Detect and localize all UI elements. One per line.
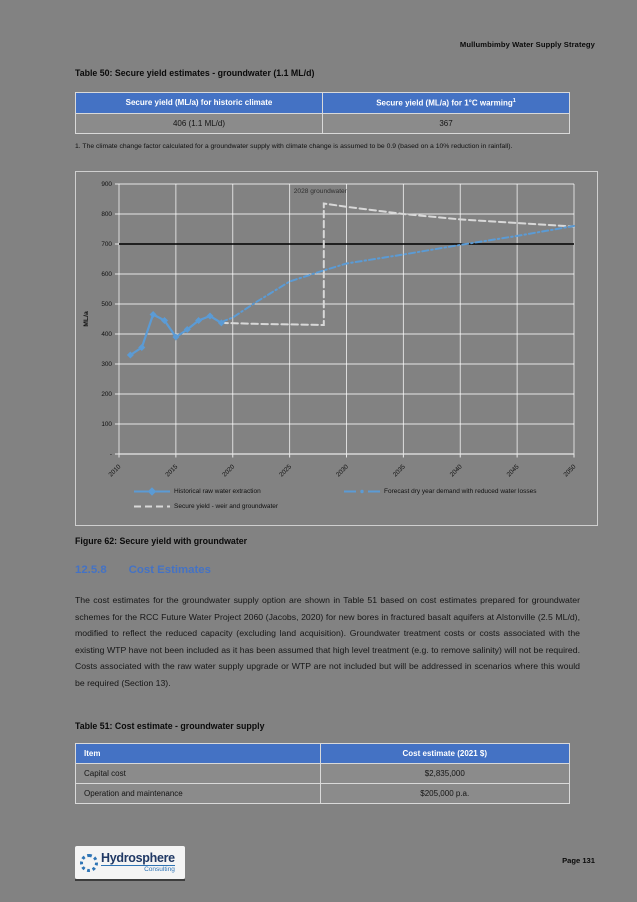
legend-line-dashed-icon bbox=[134, 502, 170, 511]
table-header-row bbox=[76, 93, 570, 114]
table50 bbox=[75, 92, 570, 134]
table-row bbox=[76, 113, 570, 133]
table51-cell-item: Capital cost bbox=[76, 764, 321, 784]
legend-label: Secure yield - weir and groundwater bbox=[174, 503, 279, 510]
svg-text:2025: 2025 bbox=[278, 463, 294, 479]
logo-name: Hydrosphere bbox=[101, 850, 175, 865]
footer-divider bbox=[75, 879, 185, 881]
table51-header-item: Item bbox=[76, 744, 321, 764]
legend-line-dashdot-icon bbox=[344, 487, 380, 496]
legend-label: Forecast dry year demand with reduced water losses bbox=[384, 488, 537, 495]
svg-text:2035: 2035 bbox=[391, 463, 407, 479]
legend-line-solid-icon bbox=[134, 487, 170, 496]
svg-text:2045: 2045 bbox=[505, 463, 521, 479]
svg-text:ML/a: ML/a bbox=[83, 311, 90, 327]
legend-item-forecast-demand bbox=[344, 484, 536, 499]
svg-text:300: 300 bbox=[101, 361, 112, 369]
svg-text:2030: 2030 bbox=[334, 463, 350, 479]
svg-text:700: 700 bbox=[101, 241, 112, 249]
table50-header-warming: Secure yield (ML/a) for 1°C warming$^1$ bbox=[323, 93, 570, 114]
table51-cell-cost: $2,835,000 bbox=[320, 764, 569, 784]
legend-item-secure-yield bbox=[134, 499, 278, 514]
table51-header-cost: Cost estimate (2021 $) bbox=[320, 744, 569, 764]
table50-title: Table 50: Secure yield estimates - groundwater (1.1 ML/d) bbox=[75, 68, 315, 78]
svg-text:400: 400 bbox=[101, 331, 112, 339]
legend-label: Historical raw water extraction bbox=[174, 488, 261, 495]
table50-header-historic: Secure yield (ML/a) for historic climate bbox=[76, 93, 323, 114]
svg-text:2015: 2015 bbox=[164, 463, 180, 479]
section-heading bbox=[75, 564, 211, 576]
svg-text:500: 500 bbox=[101, 301, 112, 309]
svg-text:2010: 2010 bbox=[107, 463, 123, 479]
svg-text:800: 800 bbox=[101, 211, 112, 219]
logo-subtitle: Consulting bbox=[101, 865, 175, 873]
section-title: Cost Estimates bbox=[128, 564, 211, 576]
page-number: Page 131 bbox=[562, 856, 595, 865]
figure-caption: Figure 62: Secure yield with groundwater bbox=[75, 536, 248, 546]
table50-footnote: 1. The climate change factor calculated for a groundwater supply with climate change is assumed to be 0.9 (based on a 10% reduction in rainfall). bbox=[75, 143, 513, 150]
table51-title: Table 51: Cost estimate - groundwater supply bbox=[75, 721, 265, 731]
body-paragraph: The cost estimates for the groundwater supply option are shown in Table 51 based on cost estimates prepared for groundwater schemes for the RCC Future Water Project 2060 (Jacobs, 2020) for new bores in fractured basalt aquifers at Alstonville (2.5 ML/d), modified to reflect the reduced capacity (excluding land acquisition). Groundwater treatment costs or costs associated with the existing WTP have not been included as it has been assumed that high level treatment (e.g. to remove salinity) will not be required. Costs associated with the raw water supply upgrade or WTP are not included but will be addressed in scenarios where this would be required (Section 13). bbox=[75, 595, 580, 688]
svg-text:2028 groundwater: 2028 groundwater bbox=[293, 188, 347, 195]
chart-plot-area bbox=[76, 172, 595, 480]
svg-text:2050: 2050 bbox=[562, 463, 578, 479]
table51-cell-item: Operation and maintenance bbox=[76, 784, 321, 804]
section-number: 12.5.8 bbox=[75, 564, 107, 576]
table51 bbox=[75, 743, 570, 804]
svg-text:900: 900 bbox=[101, 181, 112, 189]
svg-text:-: - bbox=[109, 451, 112, 459]
table50-cell-historic: 406 (1.1 ML/d) bbox=[76, 113, 323, 133]
table-header-row bbox=[76, 744, 570, 764]
svg-text:100: 100 bbox=[101, 421, 112, 429]
secure-yield-chart bbox=[75, 171, 598, 526]
table50-cell-warming: 367 bbox=[323, 113, 570, 133]
table-row bbox=[76, 784, 570, 804]
svg-text:200: 200 bbox=[101, 391, 112, 399]
svg-text:600: 600 bbox=[101, 271, 112, 279]
chart-legend bbox=[76, 481, 597, 521]
table51-cell-cost: $205,000 p.a. bbox=[320, 784, 569, 804]
table-row bbox=[76, 764, 570, 784]
legend-item-historical bbox=[134, 484, 278, 499]
svg-text:2020: 2020 bbox=[221, 463, 237, 479]
svg-text:2040: 2040 bbox=[448, 463, 464, 479]
document-header: Mullumbimby Water Supply Strategy bbox=[459, 40, 595, 49]
